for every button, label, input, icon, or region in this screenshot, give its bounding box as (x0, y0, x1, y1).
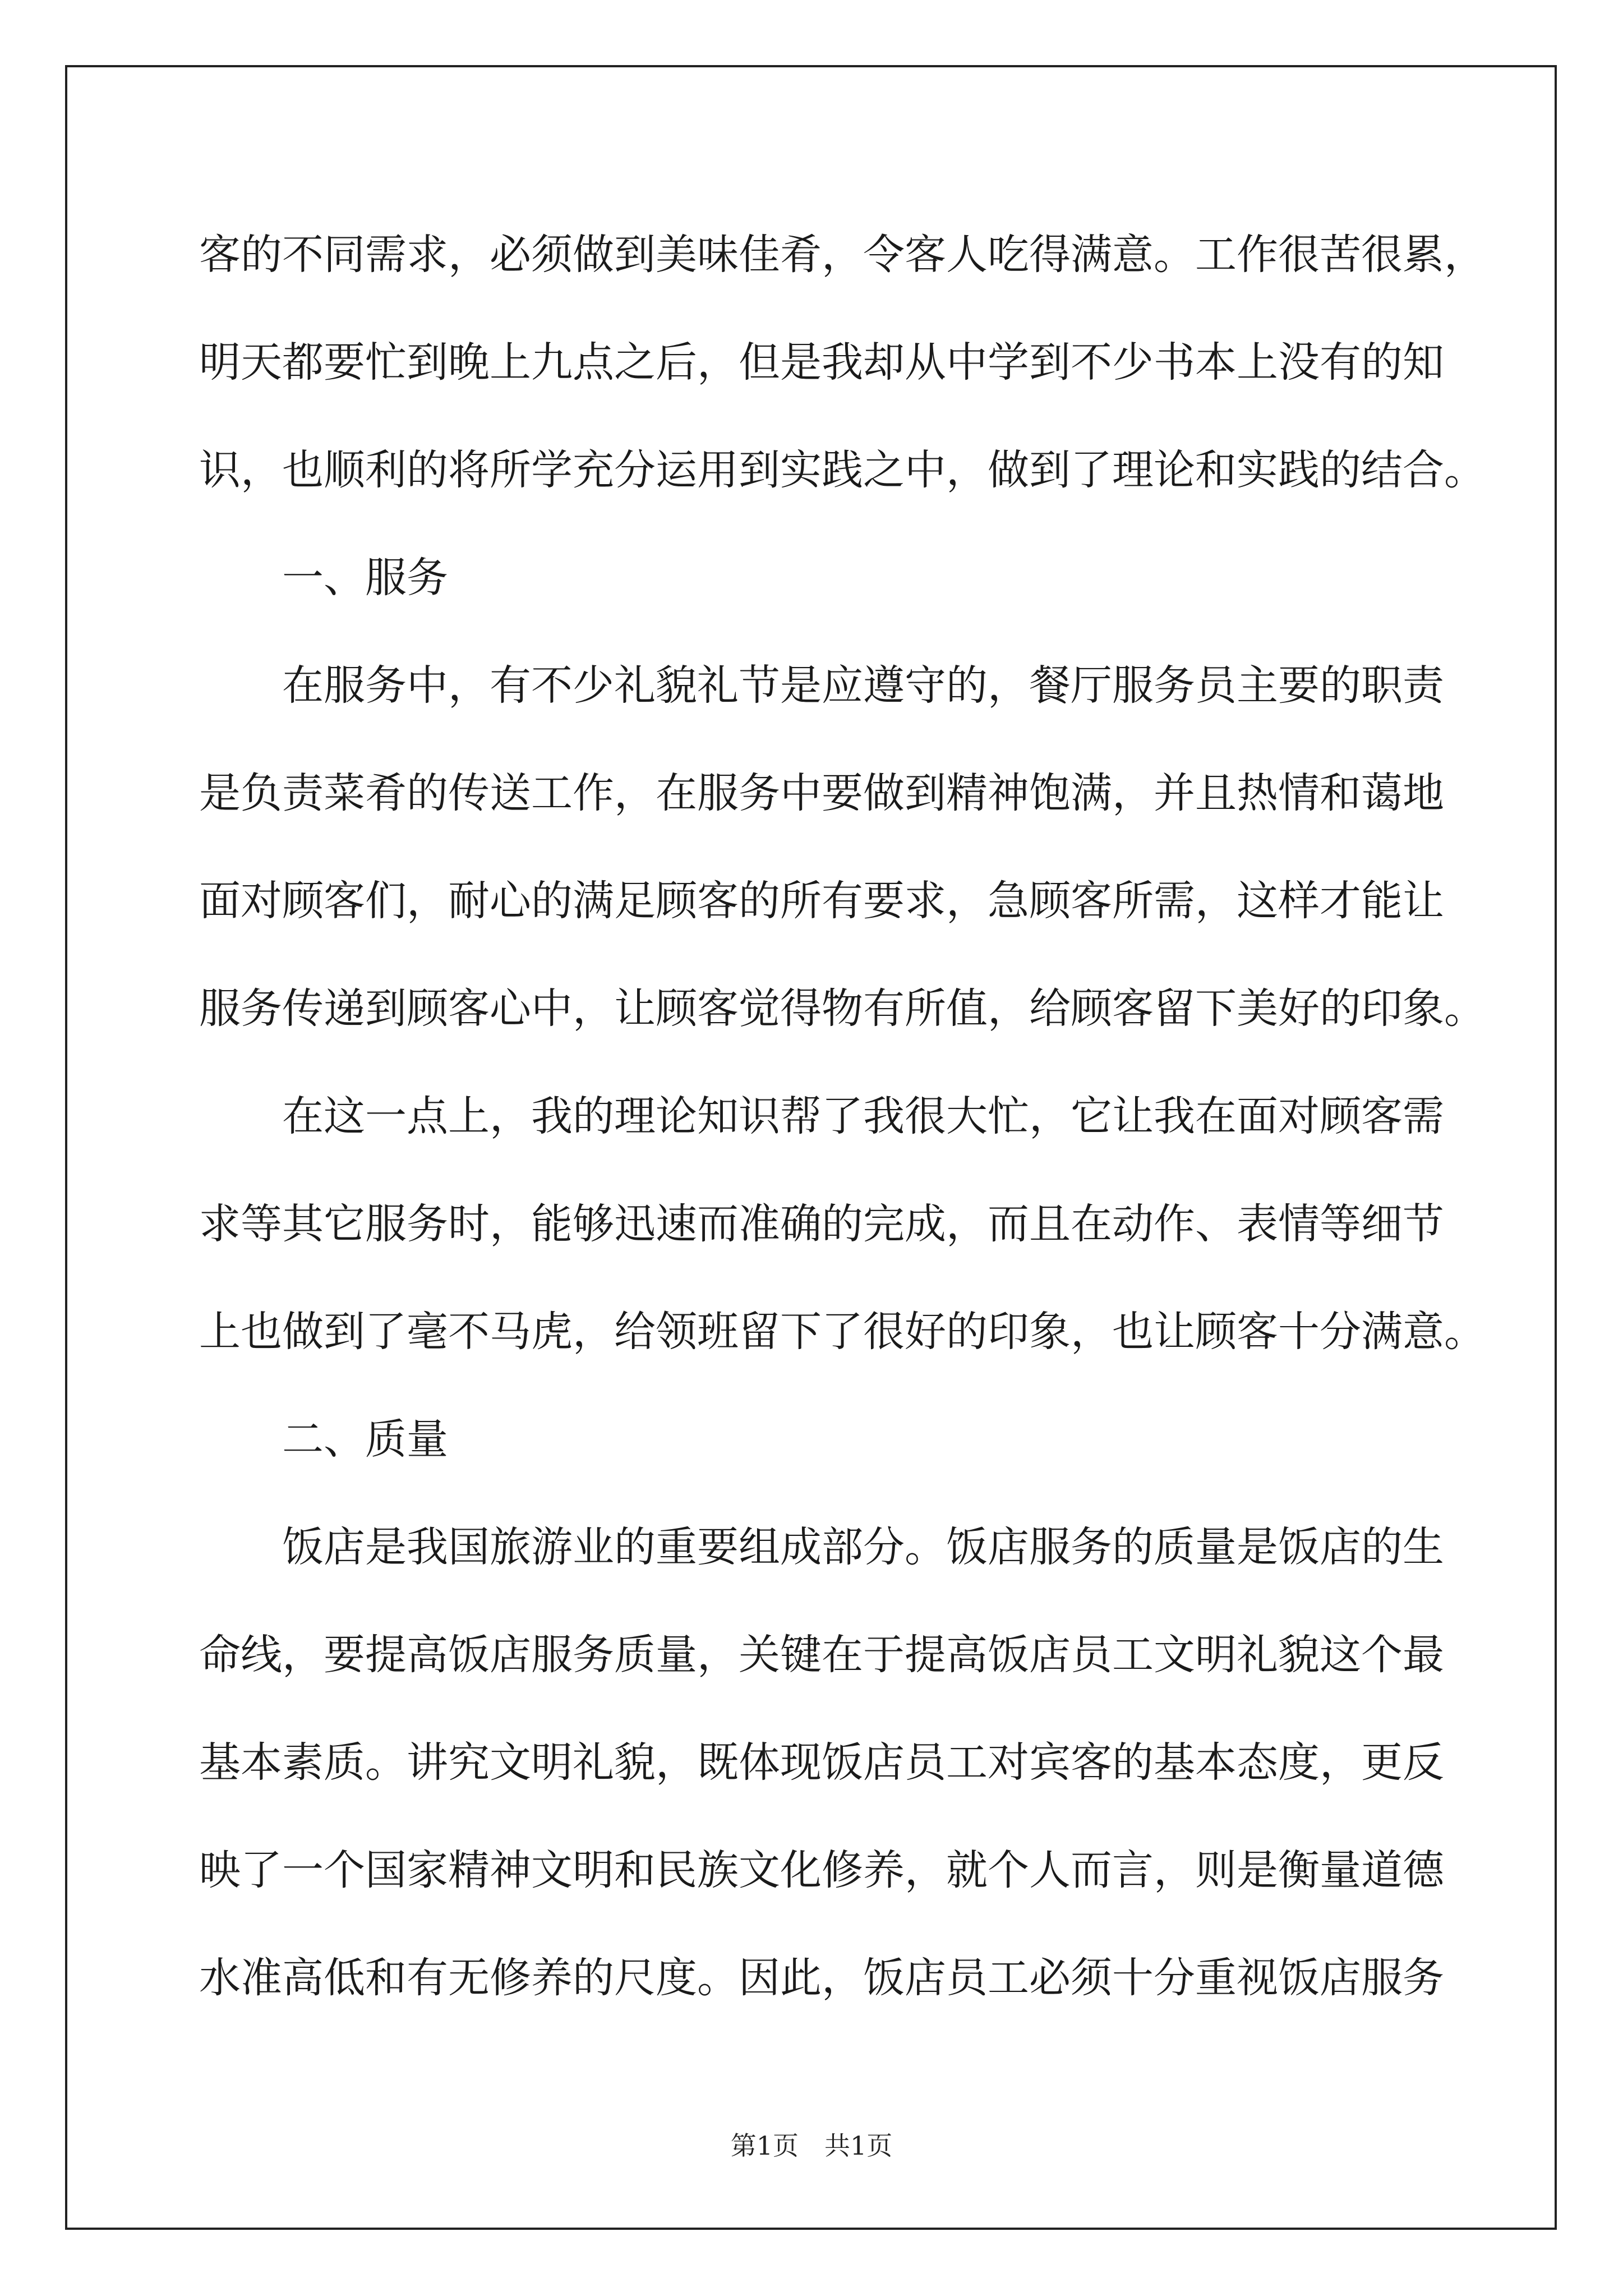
text-line: 水准高低和有无修养的尺度。因此，饭店员工必须十分重视饭店服务 (199, 1954, 1444, 2002)
text-line: 是负责菜肴的传送工作，在服务中要做到精神饱满，并且热情和蔼地 (199, 769, 1444, 817)
text-line: 映了一个国家精神文明和民族文化修养，就个人而言，则是衡量道德 (199, 1846, 1444, 1894)
page-footer: 第1页 共1页 (730, 2131, 893, 2161)
text-line: 面对顾客们，耐心的满足顾客的所有要求，急顾客所需，这样才能让 (199, 877, 1444, 925)
text-line: 上也做到了毫不马虎，给领班留下了很好的印象，也让顾客十分满意。 (199, 1308, 1486, 1356)
section-heading-quality: 二、质量 (199, 1415, 448, 1464)
document-body (199, 201, 1486, 2032)
text-line: 在这一点上，我的理论知识帮了我很大忙，它让我在面对顾客需 (199, 1092, 1444, 1140)
text-line: 基本素质。讲究文明礼貌，既体现饭店员工对宾客的基本态度，更反 (199, 1738, 1444, 1787)
text-line: 在服务中，有不少礼貌礼节是应遵守的，餐厅服务员主要的职责 (199, 661, 1444, 710)
text-line: 饭店是我国旅游业的重要组成部分。饭店服务的质量是饭店的生 (199, 1523, 1444, 1571)
text-line: 服务传递到顾客心中，让顾客觉得物有所值，给顾客留下美好的印象。 (199, 984, 1486, 1033)
text-line: 客的不同需求，必须做到美味佳肴，令客人吃得满意。工作很苦很累， (199, 231, 1486, 279)
text-line: 识，也顺利的将所学充分运用到实践之中，做到了理论和实践的结合。 (199, 446, 1486, 494)
text-line: 明天都要忙到晚上九点之后，但是我却从中学到不少书本上没有的知 (199, 338, 1444, 386)
text-line: 求等其它服务时，能够迅速而准确的完成，而且在动作、表情等细节 (199, 1200, 1444, 1248)
section-heading-service: 一、服务 (199, 554, 448, 602)
text-line: 命线，要提高饭店服务质量，关键在于提高饭店员工文明礼貌这个最 (199, 1631, 1444, 1679)
